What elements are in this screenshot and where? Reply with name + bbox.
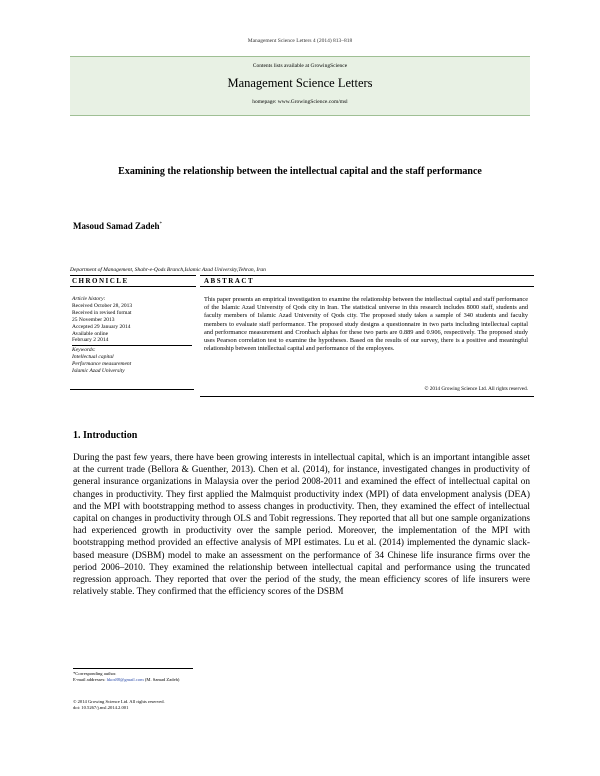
history-line: February 2 2014 bbox=[72, 337, 109, 344]
history-line: Accepted 29 January 2014 bbox=[72, 323, 131, 330]
keyword: Intellectual capital bbox=[72, 354, 114, 361]
abstract-text: This paper presents an empirical investigation to examine the relationship between the intellectual capital and staff performance of the Islamic Azad University of Qods city in Iran. The statistical universe in this research includes 8000 staff, students and faculty members of Islamic Azad University of Qods city. The proposed study takes a sample of 340 students and faculty members to evaluate staff performance. The proposed study designs a questionnaire in two parts including intellectual capital and performance measurement and Cronbach alphas for these two parts are 0.889 and 0.906, respectively. The proposed study uses Pearson correlation test to examine the hypotheses. Based on the results of our survey, there is a positive and meaningful relationship between intellectual capital and performance of the employees. bbox=[204, 296, 528, 353]
history-line: Available online bbox=[72, 330, 109, 337]
banner-contents-line: Contents lists available at GrowingScience bbox=[252, 63, 348, 69]
history-line: 25 November 2013 bbox=[72, 316, 115, 323]
email-label: E-mail addresses: bbox=[73, 677, 107, 683]
email-owner: (M. Samad Zadeh) bbox=[143, 677, 180, 683]
abstract-heading: ABSTRACT bbox=[200, 275, 534, 287]
author-mark: * bbox=[159, 222, 163, 227]
affiliation: Department of Management, Shahr-e-Qods Branch,Islamic Azad University,Tehran, Iran bbox=[70, 267, 266, 273]
keyword: Performance measurement bbox=[72, 361, 132, 368]
email-line bbox=[73, 677, 179, 683]
keyword: Islamic Azad University bbox=[72, 368, 125, 375]
footnote-rule bbox=[73, 668, 193, 669]
publication-info bbox=[73, 699, 165, 711]
footer-copyright: © 2014 Growing Science Ltd. All rights reserved. bbox=[73, 699, 165, 704]
journal-homepage[interactable]: homepage: www.GrowingScience.com/msl bbox=[252, 99, 348, 105]
abstract-copyright: © 2014 Growing Science Ltd. All rights reserved. bbox=[424, 386, 528, 392]
journal-name: Management Science Letters bbox=[227, 76, 373, 90]
corresponding-author-note: *Corresponding author. bbox=[73, 671, 117, 676]
doi[interactable]: doi: 10.5267/j.msl.2014.2.001 bbox=[73, 705, 129, 711]
author-name bbox=[73, 221, 162, 231]
chronicle-panel bbox=[72, 296, 194, 375]
introduction-body: During the past few years, there have been growing interests in intellectual capital, which is an important intangible asset at the current trade (Bellora & Guenther, 2013). Chen et al. (2014), for instance, investigated changes in productivity of general insurance organizations in Malaysia over the period 2008-2011 and examined the effect of intellectual capital on changes in productivity. They first applied the Malmquist productivity index (MPI) of data envelopment analysis (DEA) and the MPI with bootstrapping method to assess changes in productivity. Then, they examined the effect of intellectual capital on changes in productivity through OLS and Tobit regressions. They reported that all but one sample organizations had experienced growth in productivity over the sample period. Moreover, the implementation of the MPI with bootstrapping method provided an effective analysis of MPI estimates. Lu et al. (2014) implemented the dynamic slack-based measure (DSBM) model to make an assessment on the performance of 34 Chinese life insurance firms over the period 2006–2010. They examined the relationship between intellectual capital and performance using the truncated regression approach. They reported that over the period of the study, the mean efficiency scores of life insurers were relatively stable. They confirmed that the efficiency scores of the DSBM bbox=[73, 453, 530, 598]
article-history-heading: Article history: bbox=[72, 296, 106, 302]
chronicle-heading: CHRONICLE bbox=[70, 275, 196, 287]
section-heading: 1. Introduction bbox=[73, 430, 138, 441]
abstract-bottom-rule bbox=[200, 396, 534, 397]
journal-banner bbox=[70, 56, 530, 116]
chronicle-bottom-rule bbox=[70, 389, 194, 390]
footnote-block bbox=[73, 671, 179, 683]
history-line: Received October 28, 2013 bbox=[72, 302, 133, 309]
running-head: Management Science Letters 4 (2014) 813–818 bbox=[247, 38, 353, 44]
paper-title: Examining the relationship between the intellectual capital and the staff performance bbox=[118, 166, 482, 177]
email-link[interactable]: hkos88@gmail.com bbox=[106, 677, 144, 683]
history-line: Received in revised format bbox=[72, 309, 132, 316]
chronicle-divider bbox=[72, 345, 192, 346]
author-name-text: Masoud Samad Zadeh bbox=[73, 221, 160, 231]
keywords-heading: Keywords: bbox=[72, 347, 96, 354]
